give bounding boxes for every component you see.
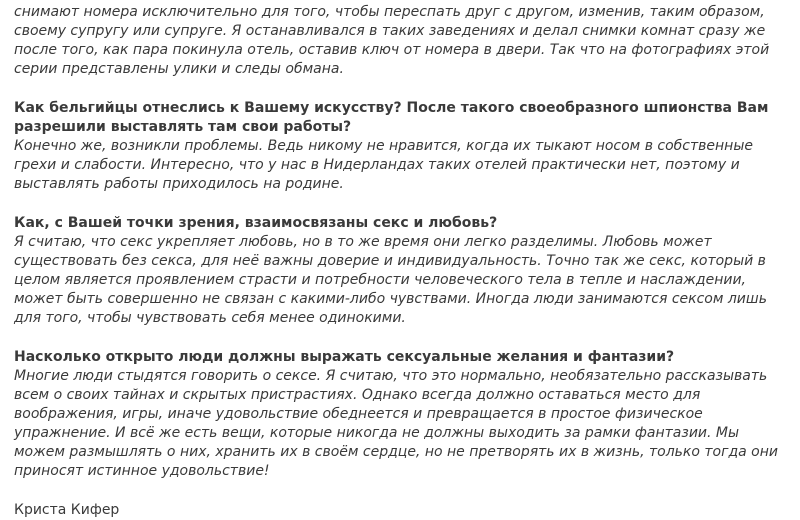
answer-1: Конечно же, возникли проблемы. Ведь никому не нравится, когда их тыкают носом в собственные грехи и слабости. Интересно, что у нас в Нидерландах таких отелей практически нет, поэтому и выставлять работы приходилось на родине. (14, 138, 753, 192)
question-2: Как, с Вашей точки зрения, взаимосвязаны секс и любовь? (14, 215, 498, 231)
answer-2: Я считаю, что секс укрепляет любовь, но в то же время они легко разделимы. Любовь может существовать без секса, для неё важны доверие и индивидуальность. Точно так же секс, который в целом является проявлением страсти и потребности человеческого тела в тепле и наслаждении, может быть совершенно не связан с какими-либо чувствами. Иногда люди занимаются сексом лишь для того, чтобы чувствовать себя менее одинокими. (14, 234, 767, 326)
question-1: Как бельгийцы отнеслись к Вашему искусству? После такого своеобразного шпионства Вам разрешили выставлять там свои работы? (14, 100, 769, 135)
intro-paragraph: снимают номера исключительно для того, чтобы переспать друг с другом, изменив, таким образом, своему супругу или супруге. Я останавливался в таких заведениях и делал снимки комнат сразу же после того, как пара покинула отель, оставив ключ от номера в двери. Так что на фотографиях этой серии представлены улики и следы обмана. (14, 4, 770, 77)
qa-block-2 (14, 214, 786, 328)
qa-block-3 (14, 348, 786, 481)
qa-block-1 (14, 99, 786, 194)
answer-3: Многие люди стыдятся говорить о сексе. Я считаю, что это нормально, необязательно рассказывать всем о своих тайнах и скрытых пристрастиях. Однако всегда должно оставаться место для воображения, игры, иначе удовольствие обеднеется и превращается в простое физическое упражнение. И всё же есть вещи, которые никогда не должны выходить за рамки фантазии. Мы можем размышлять о них, хранить их в своём сердце, но не претворять их в жизнь, только тогда они приносят истинное удовольствие! (14, 368, 778, 479)
author-signature: Криста Кифер (14, 502, 120, 518)
question-3: Насколько открыто люди должны выражать сексуальные желания и фантазии? (14, 349, 675, 365)
